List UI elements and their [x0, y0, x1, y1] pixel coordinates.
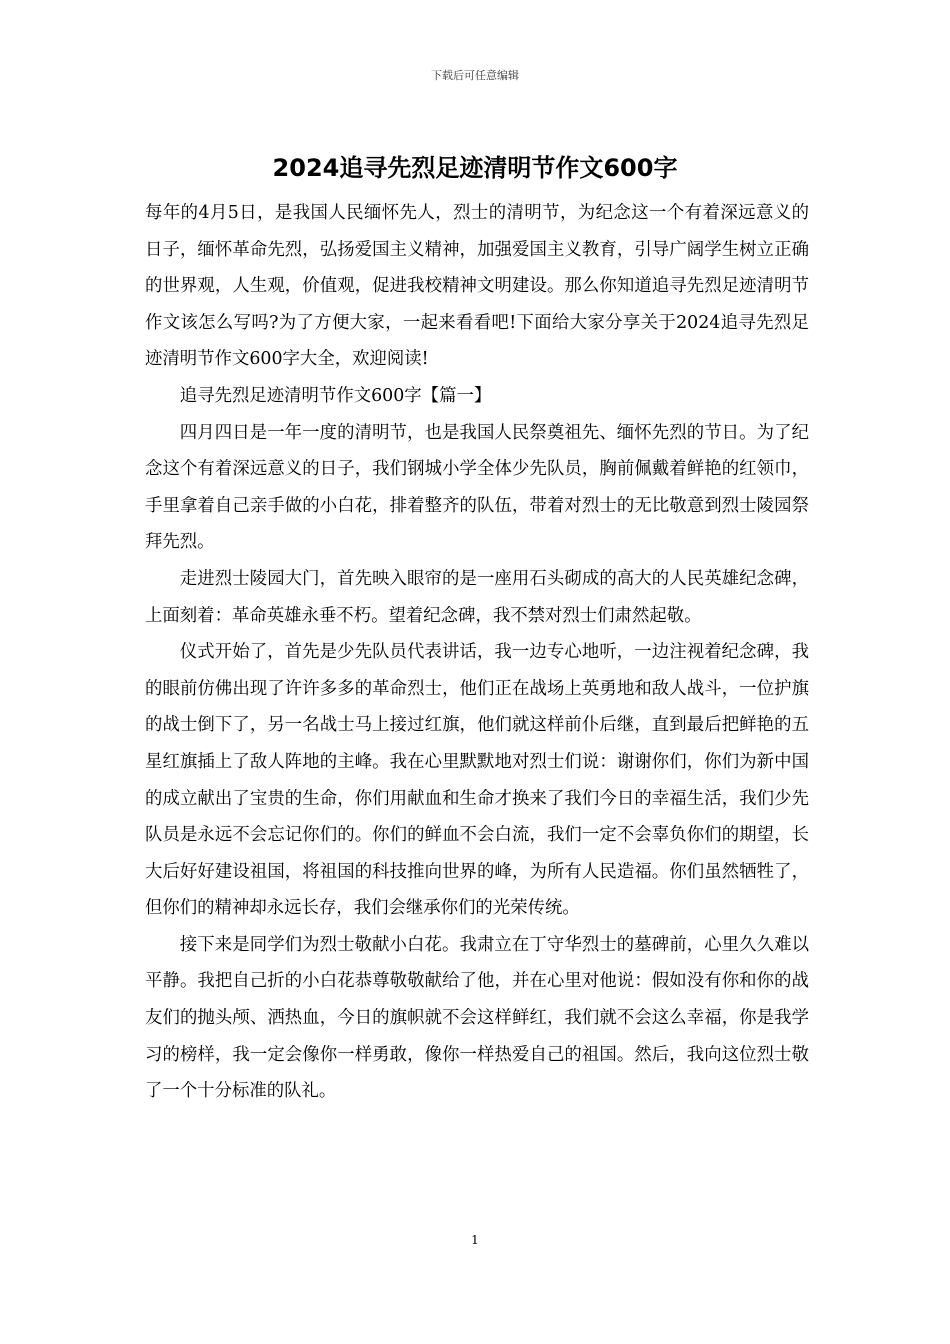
document-body — [145, 195, 809, 1110]
body-paragraph: 接下来是同学们为烈士敬献小白花。我肃立在丁守华烈士的墓碑前，心里久久难以平静。我把自己折的小白花恭尊敬敬献给了他，并在心里对他说：假如没有你和你的战友们的抛头颅、洒热血，今日的旗帜就不会这样鲜红，我们就不会这么幸福，你是我学习的榜样，我一定会像你一样勇敢，像你一样热爱自己的祖国。然后，我向这位烈士敬了一个十分标准的队礼。 — [145, 934, 809, 1102]
body-paragraph: 走进烈士陵园大门，首先映入眼帘的是一座用石头砌成的高大的人民英雄纪念碑，上面刻着：革命英雄永垂不朽。望着纪念碑，我不禁对烈士们肃然起敬。 — [145, 568, 809, 626]
section-heading: 追寻先烈足迹清明节作文600字【篇一】 — [179, 385, 492, 406]
intro-paragraph: 每年的4月5日，是我国人民缅怀先人，烈士的清明节，为纪念这一个有着深远意义的日子，缅怀革命先烈，弘扬爱国主义精神，加强爱国主义教育，引导广阔学生树立正确的世界观，人生观，价值观，促进我校精神文明建设。那么你知道追寻先烈足迹清明节作文该怎么写吗?为了方便大家，一起来看看吧!下面给大家分享关于2024追寻先烈足迹清明节作文600字大全，欢迎阅读! — [145, 203, 809, 370]
header-note: 下载后可任意编辑 — [431, 69, 519, 82]
document-title: 2024追寻先烈足迹清明节作文600字 — [272, 154, 678, 182]
page-number: 1 — [471, 1233, 479, 1247]
body-paragraph: 仪式开始了，首先是少先队员代表讲话，我一边专心地听，一边注视着纪念碑，我的眼前仿佛出现了许许多多的革命烈士，他们正在战场上英勇地和敌人战斗，一位护旗的战士倒下了，另一名战士马上接过红旗，他们就这样前仆后继，直到最后把鲜艳的五星红旗插上了敌人阵地的主峰。我在心里默默地对烈士们说：谢谢你们，你们为新中国的成立献出了宝贵的生命，你们用献血和生命才换来了我们今日的幸福生活，我们少先队员是永远不会忘记你们的。你们的鲜血不会白流，我们一定不会辜负你们的期望，长大后好好建设祖国，将祖国的科技推向世界的峰，为所有人民造福。你们虽然牺牲了，但你们的精神却永远长存，我们会继承你们的光荣传统。 — [145, 642, 809, 919]
body-paragraph: 四月四日是一年一度的清明节，也是我国人民祭奠祖先、缅怀先烈的节日。为了纪念这个有着深远意义的日子，我们钢城小学全体少先队员，胸前佩戴着鲜艳的红领巾，手里拿着自己亲手做的小白花，排着整齐的队伍，带着对烈士的无比敬意到烈士陵园祭拜先烈。 — [145, 422, 809, 553]
